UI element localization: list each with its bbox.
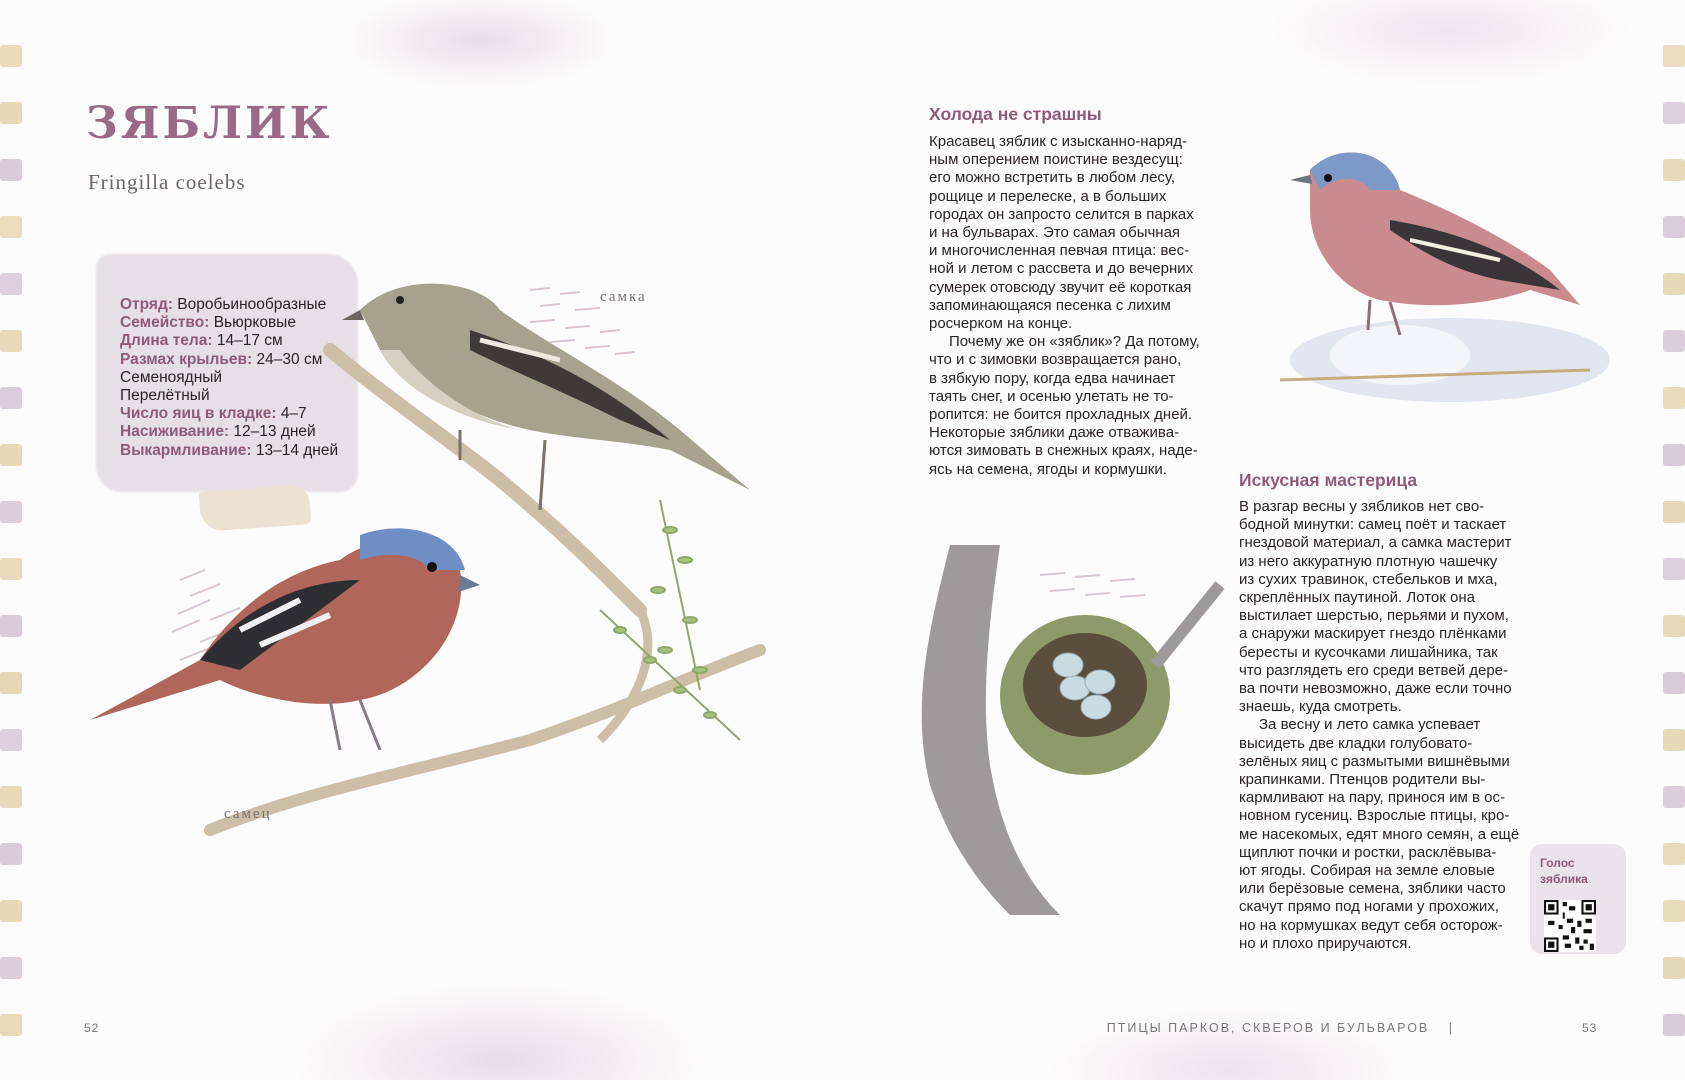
running-head-text: ПТИЦЫ ПАРКОВ, СКВЕРОВ И БУЛЬВАРОВ (1106, 1021, 1430, 1035)
edge-tab (1663, 729, 1685, 751)
edge-tab (0, 558, 22, 580)
edge-tab (1663, 159, 1685, 181)
edge-tab (1663, 786, 1685, 808)
female-chaffinch-figure (342, 284, 750, 510)
running-head (1107, 1021, 1468, 1035)
edge-tab (1663, 102, 1685, 124)
text-line: знаешь, куда смотреть. (1239, 698, 1402, 716)
edge-tab (0, 672, 22, 694)
fact-value: Вьюрковые (213, 314, 296, 332)
edge-tab (1663, 330, 1685, 352)
text-line: ются зимовать в снежных краях, наде- (929, 442, 1198, 460)
edge-tab (1663, 900, 1685, 922)
page-number-right: 53 (1582, 1021, 1598, 1035)
voice-label: Голос зяблика (1540, 856, 1588, 886)
text-line: скачут прямо под ногами у прохожих, (1239, 898, 1499, 916)
edge-tab (0, 843, 22, 865)
fact-value: 14–17 см (216, 332, 283, 350)
edge-tab (1663, 843, 1685, 865)
edge-tab (0, 1014, 22, 1036)
fact-key: Насиживание: (120, 423, 230, 441)
page-title: ЗЯБЛИК (86, 98, 333, 149)
page-number-left: 52 (84, 1021, 100, 1035)
chaffinch-illustration (60, 270, 820, 930)
section-title-cold: Холода не страшны (929, 104, 1102, 124)
text-line: крапинками. Птенцов родители вы- (1239, 771, 1486, 789)
section-text-cold (929, 133, 1229, 479)
text-line: выстилает шерстью, перьями и пухом, (1239, 607, 1509, 625)
text-line: сумерек отовсюду звучит её короткая (929, 278, 1192, 296)
text-line: и на бульварах. Это самая обычная (929, 224, 1181, 242)
fact-key: Длина тела: (120, 332, 213, 350)
text-line: зелёных яиц с размытыми вишнёвыми (1239, 752, 1510, 770)
male-chaffinch-figure (90, 528, 480, 750)
fact-value: 24–30 см (256, 350, 323, 368)
edge-tab (0, 501, 22, 523)
text-line: В разгар весны у зябликов нет сво- (1239, 498, 1485, 515)
text-line: а снаружи маскирует гнездо плёнками (1239, 625, 1507, 643)
edge-tab (0, 900, 22, 922)
text-line: ясь на семена, ягоды и кормушки. (929, 460, 1167, 478)
text-line: бересты и кусочками лишайника, так (1239, 643, 1498, 661)
text-line: ной и летом с рассвета и до вечерних (929, 260, 1194, 278)
edge-tab (1663, 216, 1685, 238)
label-male: самец (224, 806, 272, 822)
text-line: что и с зимовки возвращается рано, (929, 351, 1182, 369)
text-line: Почему же он «зяблик»? Да потому, (949, 333, 1200, 351)
fact-key: Число яиц в кладке: (120, 405, 277, 423)
edge-tab (1663, 273, 1685, 295)
text-line: высидеть две кладки голубовато- (1239, 734, 1473, 752)
edge-tab (1663, 957, 1685, 979)
edge-tab (1663, 558, 1685, 580)
running-head-separator: | (1448, 1021, 1454, 1035)
fact-value: 4–7 (280, 405, 307, 423)
qr-code-icon[interactable] (1544, 900, 1596, 952)
text-line: ме насекомых, едят много семян, а ещё (1239, 825, 1520, 843)
right-page-edge-tabs (1663, 0, 1685, 1080)
latin-name: Fringilla coelebs (88, 170, 246, 194)
fact-value: 13–14 дней (255, 441, 339, 459)
left-page-edge-tabs (0, 0, 22, 1080)
text-line: его можно встретить в любом лесу, (929, 169, 1176, 187)
text-line: ропится: не боится прохладных дней. (929, 406, 1193, 424)
edge-tab (0, 957, 22, 979)
text-line: ва почти невозможно, даже если точно (1239, 680, 1512, 698)
edge-tab (0, 729, 22, 751)
nest-illustration (910, 545, 1230, 915)
fact-key: Семейство: (120, 314, 210, 332)
text-line: таять снег, и осенью улетать не то- (929, 387, 1174, 405)
text-line: Красавец зяблик с изысканно-наряд- (929, 133, 1187, 150)
text-line: но на кормушках ведут себя осторож- (1239, 916, 1503, 934)
edge-tab (0, 615, 22, 637)
edge-tab (0, 273, 22, 295)
text-line: из сухих травинок, стебельков и мха, (1239, 570, 1498, 588)
text-line: ют ягоды. Собирая на земле еловые (1239, 862, 1495, 880)
text-line: но и плохо приручаются. (1239, 934, 1412, 952)
section-text-craft (1239, 498, 1559, 953)
fact-value: Перелётный (120, 387, 210, 405)
text-line: новном гусениц. Взрослые птицы, кро- (1239, 807, 1510, 825)
fact-key: Выкармливание: (120, 441, 252, 459)
text-line: кармливают на пару, принося им в ос- (1239, 789, 1505, 807)
edge-tab (0, 444, 22, 466)
label-female: самка (600, 289, 647, 305)
edge-tab (0, 786, 22, 808)
edge-tab (1663, 45, 1685, 67)
fact-value: Воробьинообразные (177, 296, 327, 313)
text-line: Некоторые зяблики даже отваживa- (929, 424, 1180, 442)
text-line: запоминающаяся песенка с лихим (929, 296, 1171, 314)
text-line: рощице и перелеске, а в больших (929, 187, 1167, 205)
edge-tab (0, 330, 22, 352)
edge-tab (0, 216, 22, 238)
text-line: городах он запросто селится в парках (929, 205, 1194, 223)
fact-key: Размах крыльев: (120, 350, 253, 368)
text-line: в зябкую пору, когда едва начинает (929, 369, 1176, 387)
text-line: гнездовой материал, а самка мастерит (1239, 534, 1512, 552)
text-line: бодной минутки: самец поёт и таскает (1239, 516, 1507, 534)
edge-tab (1663, 672, 1685, 694)
edge-tab (1663, 444, 1685, 466)
edge-tab (0, 102, 22, 124)
section-title-craft: Искусная мастерица (1239, 470, 1418, 490)
text-line: и многочисленная певчая птица: вес- (929, 242, 1190, 260)
edge-tab (1663, 615, 1685, 637)
text-line: щиплют почки и ростки, расклёвыва- (1239, 843, 1497, 861)
text-line: или берёзовые семена, зяблики часто (1239, 880, 1506, 898)
edge-tab (1663, 387, 1685, 409)
chaffinch-winter-illustration (1250, 130, 1620, 420)
text-line: росчерком на конце. (929, 315, 1073, 333)
edge-tab (0, 45, 22, 67)
text-line: ным оперением поистине вездесущ: (929, 151, 1183, 169)
fact-value: Семеноядный (120, 368, 223, 386)
edge-tab (1663, 1014, 1685, 1036)
fact-value: 12–13 дней (233, 423, 316, 441)
text-line: скреплённых паутиной. Лоток она (1239, 589, 1475, 607)
edge-tab (1663, 501, 1685, 523)
text-line: что разглядеть его среди ветвей дере- (1239, 661, 1509, 679)
text-line: из него аккуратную плотную чашечку (1239, 552, 1498, 570)
edge-tab (0, 387, 22, 409)
fact-key: Отряд: (120, 296, 173, 313)
edge-tab (0, 159, 22, 181)
text-line: За весну и лето самка успевает (1259, 716, 1481, 734)
